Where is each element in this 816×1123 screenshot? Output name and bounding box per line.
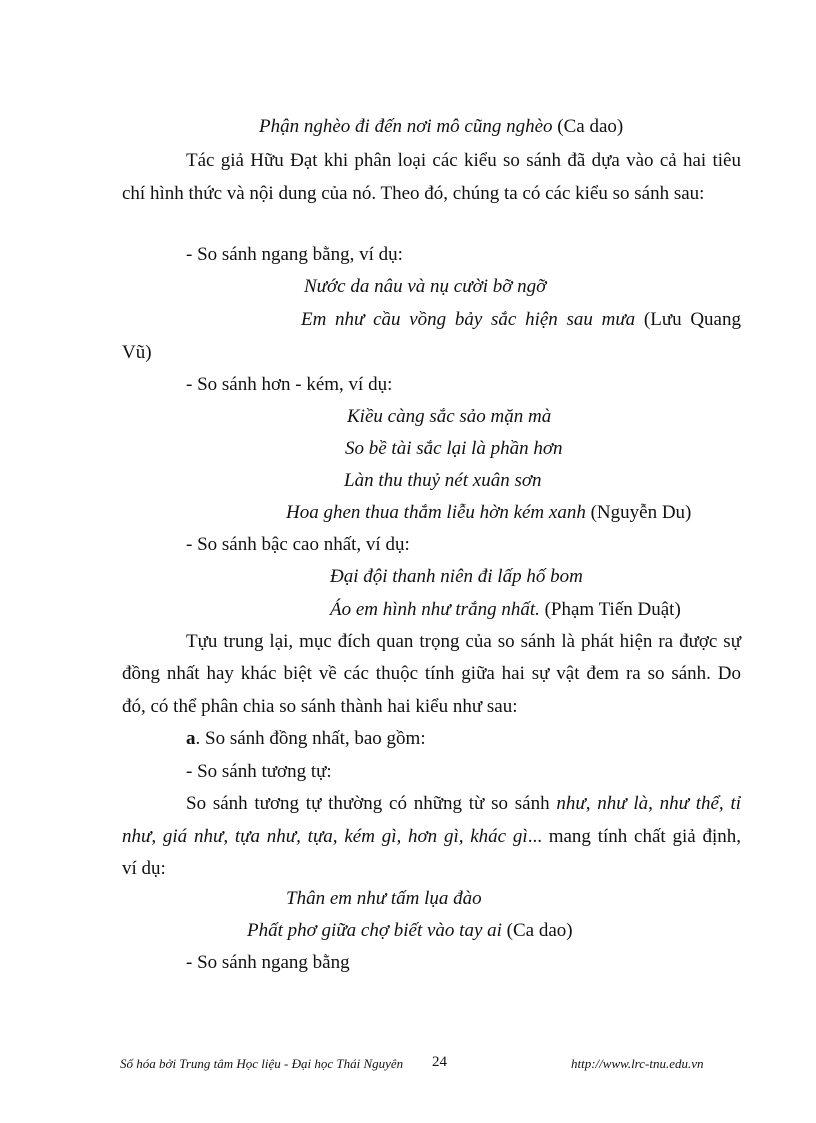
paragraph-line: Vũ) — [122, 342, 152, 363]
verse-source: (Nguyễn Du) — [585, 502, 692, 523]
verse-line — [301, 308, 741, 332]
verse-text: Phận nghèo đi đến nơi mô cũng nghèo — [259, 116, 553, 137]
list-item: - So sánh ngang bằng, ví dụ: — [186, 244, 403, 265]
verse-line — [247, 919, 573, 943]
paragraph-line: Tác giả Hữu Đạt khi phân loại các kiểu so sánh đã dựa vào cả hai tiêu — [186, 150, 741, 171]
paragraph-line: đó, có thể phân chia so sánh thành hai kiểu như sau: — [122, 696, 518, 717]
verse-line: Đại đội thanh niên đi lấp hố bom — [330, 566, 583, 587]
verse-text: Áo em hình như trắng nhất. — [330, 599, 540, 620]
comparison-words: như, giá như, tựa như, tựa, kém gì, hơn gì, khác gì — [122, 826, 528, 847]
footer-url: http://www.lrc-tnu.edu.vn — [571, 1056, 704, 1071]
verse-line: Làn thu thuỷ nét xuân sơn — [344, 470, 542, 491]
verse-text: Em như cầu vồng bảy sắc hiện sau mưa — [301, 309, 636, 330]
verse-source: (Ca dao) — [501, 920, 573, 941]
paragraph-line — [122, 825, 741, 849]
paragraph-line — [186, 792, 741, 816]
paragraph-line: Tựu trung lại, mục đích quan trọng của so sánh là phát hiện ra được sự — [186, 631, 741, 652]
section-heading — [186, 727, 426, 751]
paragraph-line: đồng nhất hay khác biệt về các thuộc tính giữa hai sự vật đem ra so sánh. Do — [122, 663, 741, 684]
verse-line — [330, 598, 681, 622]
comparison-words: như, như là, như thể, tỉ — [556, 793, 742, 814]
list-item: - So sánh hơn - kém, ví dụ: — [186, 374, 393, 395]
paragraph-line: chí hình thức và nội dung của nó. Theo đó, chúng ta có các kiểu so sánh sau: — [122, 183, 705, 204]
list-item: - So sánh ngang bằng — [186, 952, 350, 973]
verse-line: Nước da nâu và nụ cười bỡ ngỡ — [304, 276, 547, 297]
verse-line: Thân em như tấm lụa đào — [286, 888, 482, 909]
verse-line — [259, 115, 623, 139]
footer-credit: Số hóa bởi Trung tâm Học liệu - Đại học Thái Nguyên — [120, 1056, 404, 1071]
section-title: . So sánh đồng nhất, bao gồm: — [195, 728, 426, 749]
verse-line — [286, 501, 691, 525]
paragraph-line: ví dụ: — [122, 858, 166, 879]
list-item: - So sánh bậc cao nhất, ví dụ: — [186, 534, 410, 555]
verse-text: Hoa ghen thua thắm liễu hờn kém xanh — [286, 502, 586, 523]
verse-text: Phất phơ giữa chợ biết vào tay ai — [247, 920, 502, 941]
list-item: - So sánh tương tự: — [186, 761, 332, 782]
verse-source: (Lưu Quang — [635, 309, 741, 330]
verse-source: (Phạm Tiến Duật) — [539, 599, 681, 620]
verse-line: So bề tài sắc lại là phần hơn — [345, 438, 563, 459]
paragraph-text: So sánh tương tự thường có những từ so sánh — [186, 793, 557, 814]
page-number: 24 — [432, 1054, 447, 1070]
section-letter: a — [186, 728, 196, 749]
paragraph-text: ... mang tính chất giả định, — [527, 826, 741, 847]
verse-source: (Ca dao) — [552, 116, 624, 137]
verse-line: Kiều càng sắc sảo mặn mà — [347, 406, 552, 427]
